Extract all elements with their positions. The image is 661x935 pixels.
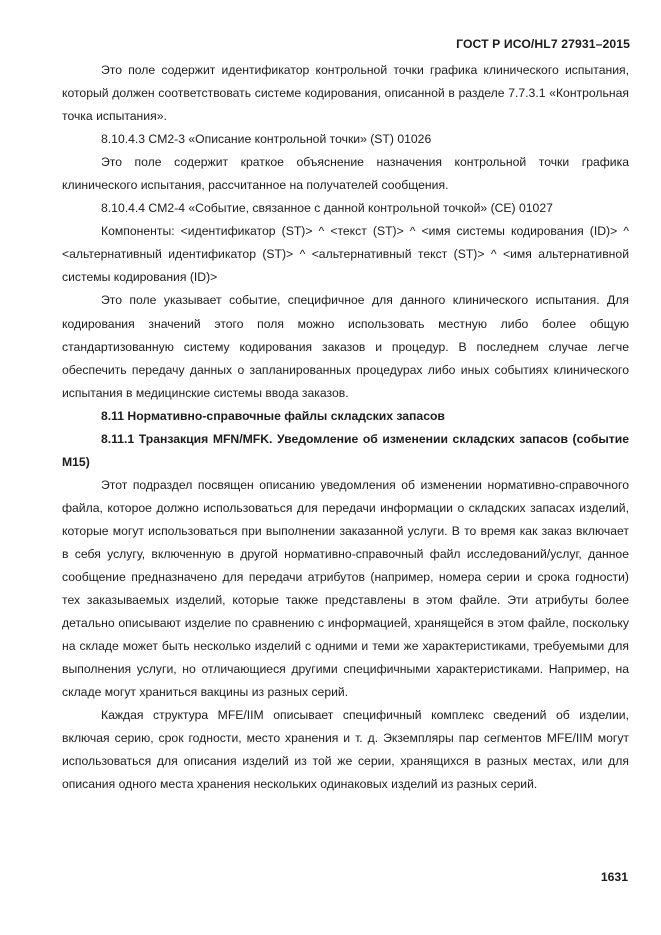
- paragraph: Это поле указывает событие, специфичное для данного клинического испытания. Для кодирования значений этого поля можно использовать местную либо более общую стандартизованную систему кодирования заказов и процедур. В последнем случае легче обеспечить передачу данных о запланированных процедурах либо иных событиях клинического испытания в медицинские системы ввода заказов.: [62, 293, 629, 400]
- page-number: 1631: [600, 870, 628, 884]
- paragraph: Это поле содержит идентификатор контрольной точки графика клинического испытания, который должен соответствовать системе кодирования, описанной в разделе 7.7.3.1 «Контрольная точка испытания».: [62, 63, 629, 124]
- paragraph: Каждая структура MFE/IIM описывает специфичный комплекс сведений об изделии, включая серию, срок годности, место хранения и т. д. Экземпляры пар сегментов MFE/IIM могут использоваться для описания изделий из той же серии, хранящихся в разных местах, или для описания одного места хранения нескольких одинаковых изделий из разных серий.: [62, 708, 629, 792]
- document-header: ГОСТ Р ИСО/HL7 27931–2015: [456, 37, 630, 51]
- document-body: [62, 59, 629, 797]
- paragraph: Компоненты: <идентификатор (ST)> ^ <текст (ST)> ^ <имя системы кодирования (ID)> ^ <альтернативный идентификатор (ST)> ^ <альтернативный текст (ST)> ^ <имя альтернативной системы кодирования (ID)>: [62, 224, 629, 285]
- paragraph: Этот подраздел посвящен описанию уведомления об изменении нормативно-справочного файла, которое должно использоваться для передачи информации о складских запасах изделий, которые могут использоваться при выполнении заказанной услуги. В то время как заказ включает в себя услугу, включенную в другой нормативно-справочный файл исследований/услуг, данное сообщение предназначено для передачи атрибутов (например, номера серии и срока годности) тех заказываемых изделий, которые также представлены в этом файле. Эти атрибуты более детально описывают изделие по сравнению с информацией, хранящейся в этом файле, поскольку на складе может быть несколько изделий с одними и теми же характеристиками, требуемыми для выполнения услуги, но отличающиеся другими специфичными характеристиками. Например, на складе могут храниться вакцины из разных серий.: [62, 477, 629, 700]
- section-heading: 8.11 Нормативно-справочные файлы складских запасов: [101, 408, 445, 423]
- subsection-heading: 8.10.4.4 CM2-4 «Событие, связанное с данной контрольной точкой» (CE) 01027: [101, 201, 553, 216]
- subsection-heading: 8.10.4.3 CM2-3 «Описание контрольной точки» (ST) 01026: [101, 132, 432, 147]
- paragraph: Это поле содержит краткое объяснение назначения контрольной точки графика клинического испытания, рассчитанное на получателей сообщения.: [62, 155, 629, 193]
- subsection-heading: 8.11.1 Транзакция MFN/MFK. Уведомление об изменении складских запасов (событие M15): [62, 431, 629, 469]
